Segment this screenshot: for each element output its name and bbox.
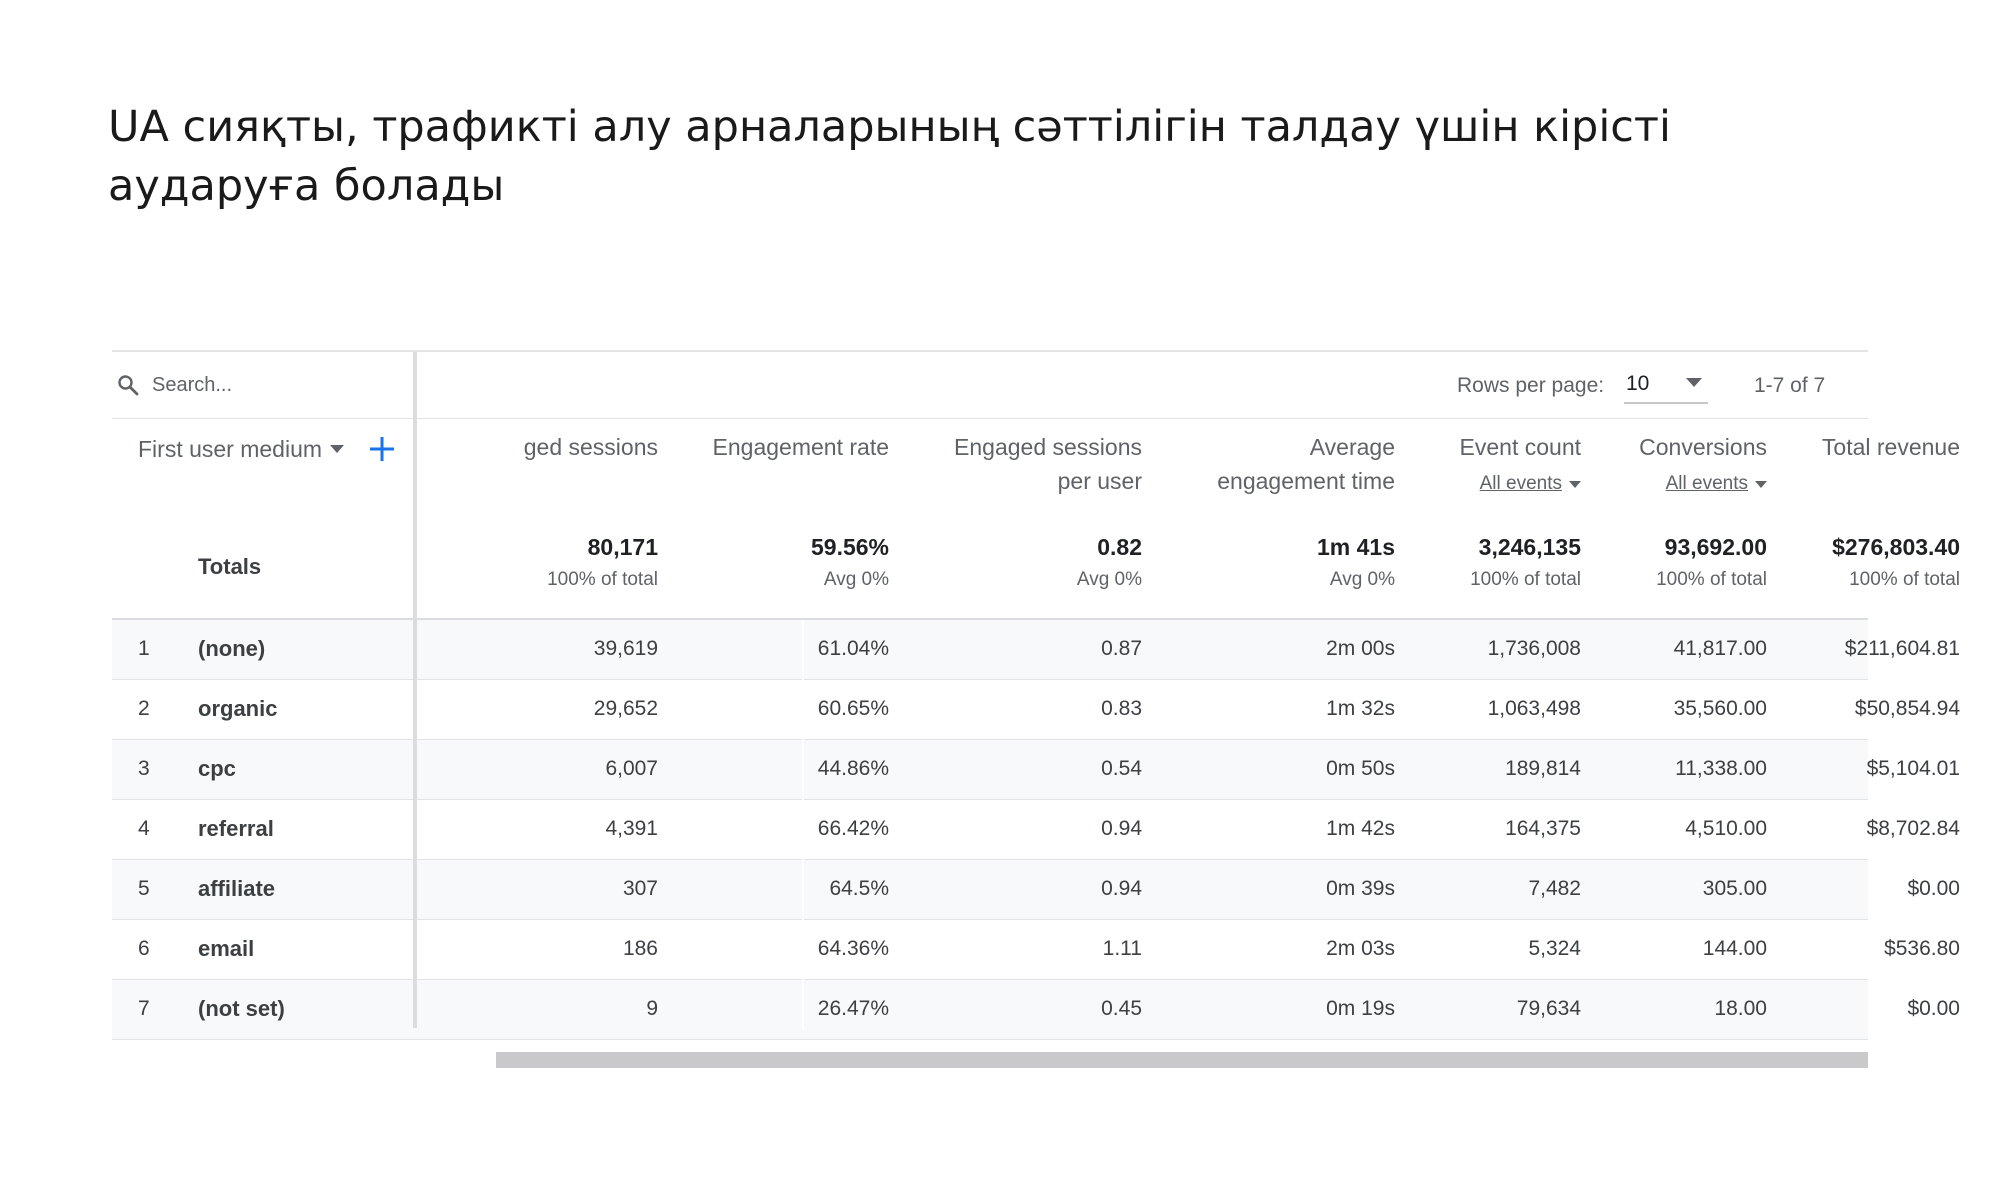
cell-average-engagement-time: 0m 39s bbox=[1326, 877, 1395, 900]
column-header-engagement-rate[interactable]: Engagement rate bbox=[712, 434, 889, 460]
cell-total-revenue: $8,702.84 bbox=[1866, 817, 1960, 840]
cell-event-count: 1,736,008 bbox=[1487, 637, 1581, 660]
cell-engaged-sessions-per-user: 0.45 bbox=[1101, 997, 1142, 1020]
column-header-event-count[interactable]: Event count All events bbox=[1460, 430, 1581, 498]
search-input[interactable] bbox=[152, 368, 392, 402]
cell-engaged-sessions: 9 bbox=[646, 997, 658, 1020]
cell-event-count: 5,324 bbox=[1528, 937, 1581, 960]
caret-down-icon bbox=[1755, 481, 1767, 488]
cell-conversions: 11,338.00 bbox=[1675, 757, 1767, 780]
cell-engaged-sessions-per-user: 0.94 bbox=[1101, 877, 1142, 900]
horizontal-scrollbar[interactable] bbox=[496, 1052, 1868, 1068]
table-row[interactable] bbox=[112, 740, 1960, 800]
add-dimension-icon[interactable] bbox=[367, 434, 397, 464]
table-row[interactable] bbox=[112, 620, 1960, 680]
row-dimension: affiliate bbox=[198, 876, 276, 901]
row-dimension: email bbox=[198, 936, 255, 961]
cell-engaged-sessions: 186 bbox=[622, 937, 658, 960]
cell-total-revenue: $0.00 bbox=[1907, 997, 1960, 1020]
row-index: 5 bbox=[138, 877, 150, 900]
cell-engagement-rate: 66.42% bbox=[817, 817, 889, 840]
column-divider bbox=[802, 620, 804, 1030]
cell-total-revenue: $50,854.94 bbox=[1854, 697, 1960, 720]
total-conversions: 93,692.00 100% of total bbox=[1656, 534, 1767, 590]
dimension-header-label: First user medium bbox=[138, 435, 323, 462]
cell-average-engagement-time: 1m 42s bbox=[1326, 817, 1395, 840]
column-header-conversions[interactable]: Conversions All events bbox=[1639, 430, 1767, 498]
total-engaged-sessions: 80,171 100% of total bbox=[547, 534, 658, 590]
pagination-range: 1-7 of 7 bbox=[1754, 374, 1826, 397]
total-average-engagement-time: 1m 41s Avg 0% bbox=[1316, 534, 1395, 590]
rows-per-page-select[interactable] bbox=[1624, 368, 1708, 404]
cell-event-count: 1,063,498 bbox=[1487, 697, 1581, 720]
search-icon bbox=[116, 373, 140, 397]
cell-conversions: 305.00 bbox=[1702, 877, 1767, 900]
total-revenue: $276,803.40 100% of total bbox=[1832, 534, 1960, 590]
row-index: 2 bbox=[138, 697, 150, 720]
event-count-filter[interactable]: All events bbox=[1480, 471, 1581, 497]
cell-engaged-sessions-per-user: 0.94 bbox=[1101, 817, 1142, 840]
column-header-average-engagement-time[interactable]: Average engagement time bbox=[1217, 434, 1395, 494]
cell-average-engagement-time: 2m 03s bbox=[1326, 937, 1395, 960]
report-table-card bbox=[112, 350, 1960, 1068]
row-dimension: referral bbox=[198, 816, 274, 841]
total-event-count: 3,246,135 100% of total bbox=[1470, 534, 1581, 590]
cell-total-revenue: $0.00 bbox=[1907, 877, 1960, 900]
cell-conversions: 41,817.00 bbox=[1673, 637, 1767, 660]
row-dimension: organic bbox=[198, 696, 278, 721]
cell-engaged-sessions-per-user: 0.87 bbox=[1101, 637, 1142, 660]
cell-engaged-sessions: 29,652 bbox=[593, 697, 658, 720]
chevron-down-icon bbox=[1686, 378, 1702, 387]
caret-down-icon bbox=[1569, 481, 1581, 488]
cell-conversions: 4,510.00 bbox=[1685, 817, 1767, 840]
conversions-filter[interactable]: All events bbox=[1666, 471, 1767, 497]
cell-engaged-sessions: 4,391 bbox=[605, 817, 658, 840]
rows-per-page-value: 10 bbox=[1626, 372, 1650, 395]
toolbar-divider bbox=[112, 418, 1868, 419]
dimension-selector[interactable] bbox=[138, 432, 344, 466]
cell-average-engagement-time: 1m 32s bbox=[1326, 697, 1395, 720]
cell-engagement-rate: 44.86% bbox=[817, 757, 889, 780]
row-index: 1 bbox=[138, 637, 150, 660]
cell-engaged-sessions-per-user: 1.11 bbox=[1102, 937, 1142, 960]
column-header-engaged-sessions-per-user[interactable]: Engaged sessions per user bbox=[954, 434, 1142, 494]
cell-conversions: 35,560.00 bbox=[1673, 697, 1767, 720]
cell-engaged-sessions-per-user: 0.83 bbox=[1101, 697, 1142, 720]
cell-total-revenue: $211,604.81 bbox=[1844, 637, 1960, 660]
cell-engaged-sessions: 307 bbox=[622, 877, 658, 900]
row-index: 6 bbox=[138, 937, 150, 960]
cell-event-count: 189,814 bbox=[1505, 757, 1581, 780]
column-header-total-revenue[interactable]: Total revenue bbox=[1821, 434, 1960, 460]
cell-engagement-rate: 61.04% bbox=[817, 637, 889, 660]
table-row[interactable] bbox=[112, 800, 1960, 860]
cell-conversions: 18.00 bbox=[1714, 997, 1767, 1020]
cell-total-revenue: $536.80 bbox=[1884, 937, 1960, 960]
cell-event-count: 79,634 bbox=[1516, 997, 1581, 1020]
cell-average-engagement-time: 2m 00s bbox=[1326, 637, 1395, 660]
caret-down-icon bbox=[330, 445, 344, 453]
slide-title: UA сияқты, трафикті алу арналарының сәттілігін талдау үшін кірісті аударуға болады bbox=[108, 102, 1671, 211]
column-header-engaged-sessions[interactable]: ged sessions bbox=[523, 434, 658, 460]
cell-conversions: 144.00 bbox=[1702, 937, 1767, 960]
total-engagement-rate: 59.56% Avg 0% bbox=[810, 534, 889, 590]
cell-event-count: 164,375 bbox=[1505, 817, 1581, 840]
table-row[interactable] bbox=[112, 860, 1960, 920]
cell-engagement-rate: 26.47% bbox=[817, 997, 889, 1020]
top-divider bbox=[112, 350, 1868, 352]
table-row[interactable] bbox=[112, 920, 1960, 980]
table-row[interactable] bbox=[112, 680, 1960, 740]
cell-engagement-rate: 64.36% bbox=[817, 937, 889, 960]
totals-label: Totals bbox=[198, 554, 262, 579]
cell-engagement-rate: 64.5% bbox=[829, 877, 889, 900]
rows-per-page-label: Rows per page: bbox=[1457, 374, 1605, 397]
cell-engaged-sessions: 39,619 bbox=[593, 637, 658, 660]
cell-engaged-sessions: 6,007 bbox=[605, 757, 658, 780]
cell-event-count: 7,482 bbox=[1528, 877, 1581, 900]
cell-engagement-rate: 60.65% bbox=[817, 697, 889, 720]
row-index: 7 bbox=[138, 997, 150, 1020]
row-dimension: (not set) bbox=[198, 996, 285, 1021]
cell-average-engagement-time: 0m 19s bbox=[1326, 997, 1395, 1020]
row-index: 3 bbox=[138, 757, 150, 780]
row-index: 4 bbox=[138, 817, 150, 840]
cell-total-revenue: $5,104.01 bbox=[1866, 757, 1960, 780]
cell-average-engagement-time: 0m 50s bbox=[1326, 757, 1395, 780]
row-dimension: cpc bbox=[198, 756, 236, 781]
cell-engaged-sessions-per-user: 0.54 bbox=[1101, 757, 1142, 780]
table-row[interactable] bbox=[112, 980, 1960, 1040]
row-dimension: (none) bbox=[198, 636, 266, 661]
total-engaged-sessions-per-user: 0.82 Avg 0% bbox=[1076, 534, 1142, 590]
frozen-column-divider[interactable] bbox=[413, 352, 417, 1028]
